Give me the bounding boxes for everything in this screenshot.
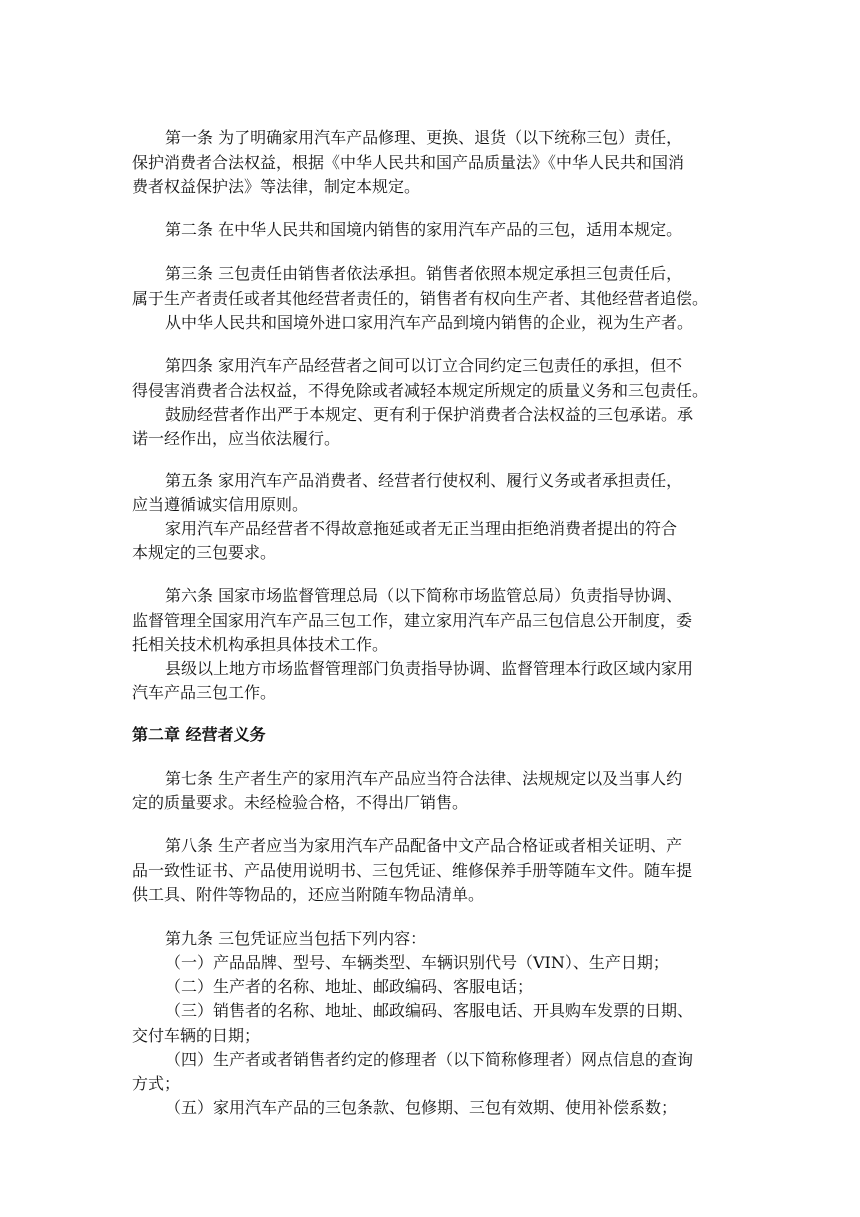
article-4-line-1: 第四条 家用汽车产品经营者之间可以订立合同约定三包责任的承担，但不 — [165, 356, 683, 375]
article-2-line-1: 第二条 在中华人民共和国境内销售的家用汽车产品的三包，适用本规定。 — [165, 220, 683, 239]
article-8-line-2: 品一致性证书、产品使用说明书、三包凭证、维修保养手册等随车文件。随车提 — [132, 861, 693, 880]
article-7-line-1: 第七条 生产者生产的家用汽车产品应当符合法律、法规规定以及当事人约 — [165, 769, 683, 788]
article-8-line-3: 供工具、附件等物品的，还应当附随车物品清单。 — [132, 885, 485, 904]
article-4-line-4: 诺一经作出，应当依法履行。 — [132, 429, 341, 448]
article-6-line-3: 托相关技术机构承担具体技术工作。 — [132, 635, 389, 654]
article-9-line-1: 第九条 三包凭证应当包括下列内容： — [165, 929, 427, 948]
article-6-line-4: 县级以上地方市场监督管理部门负责指导协调、监督管理本行政区域内家用 — [165, 659, 694, 678]
article-7-line-2: 定的质量要求。未经检验合格，不得出厂销售。 — [132, 793, 469, 812]
article-9-line-2: （一）产品品牌、型号、车辆类型、车辆识别代号（VIN）、生产日期； — [165, 953, 669, 972]
article-5-line-4: 本规定的三包要求。 — [132, 543, 277, 562]
article-8-line-1: 第八条 生产者应当为家用汽车产品配备中文产品合格证或者相关证明、产 — [165, 836, 683, 855]
article-3-line-1: 第三条 三包责任由销售者依法承担。销售者依照本规定承担三包责任后， — [165, 264, 683, 283]
article-1-line-1: 第一条 为了明确家用汽车产品修理、更换、退货（以下统称三包）责任， — [165, 128, 683, 147]
article-9-line-3: （二）生产者的名称、地址、邮政编码、客服电话； — [165, 977, 534, 996]
article-9-line-8: （五）家用汽车产品的三包条款、包修期、三包有效期、使用补偿系数； — [165, 1098, 678, 1117]
article-3-line-2: 属于生产者责任或者其他经营者责任的，销售者有权向生产者、其他经营者追偿。 — [132, 289, 709, 308]
article-9-line-7: 方式； — [132, 1074, 181, 1093]
article-6-line-1: 第六条 国家市场监督管理总局（以下简称市场监管总局）负责指导协调、 — [165, 586, 683, 605]
article-4-line-2: 得侵害消费者合法权益，不得免除或者减轻本规定所规定的质量义务和三包责任。 — [132, 381, 709, 400]
article-1-line-2: 保护消费者合法权益，根据《中华人民共和国产品质量法》《中华人民共和国消 — [132, 153, 685, 172]
article-9-line-5: 交付车辆的日期； — [132, 1026, 261, 1045]
article-1-line-3: 费者权益保护法》等法律，制定本规定。 — [132, 177, 421, 196]
article-4-line-3: 鼓励经营者作出严于本规定、更有利于保护消费者合法权益的三包承诺。承 — [165, 405, 694, 424]
article-6-line-5: 汽车产品三包工作。 — [132, 683, 277, 702]
chapter-2-heading: 第二章 经营者义务 — [132, 725, 266, 744]
article-5-line-3: 家用汽车产品经营者不得故意拖延或者无正当理由拒绝消费者提出的符合 — [165, 519, 678, 538]
article-6-line-2: 监督管理全国家用汽车产品三包工作，建立家用汽车产品三包信息公开制度，委 — [132, 611, 693, 630]
article-5-line-2: 应当遵循诚实信用原则。 — [132, 495, 309, 514]
article-3-line-3: 从中华人民共和国境外进口家用汽车产品到境内销售的企业，视为生产者。 — [165, 313, 694, 332]
article-9-line-4: （三）销售者的名称、地址、邮政编码、客服电话、开具购车发票的日期、 — [165, 1001, 694, 1020]
article-9-line-6: （四）生产者或者销售者约定的修理者（以下简称修理者）网点信息的查询 — [165, 1050, 694, 1069]
article-5-line-1: 第五条 家用汽车产品消费者、经营者行使权利、履行义务或者承担责任， — [165, 471, 683, 490]
